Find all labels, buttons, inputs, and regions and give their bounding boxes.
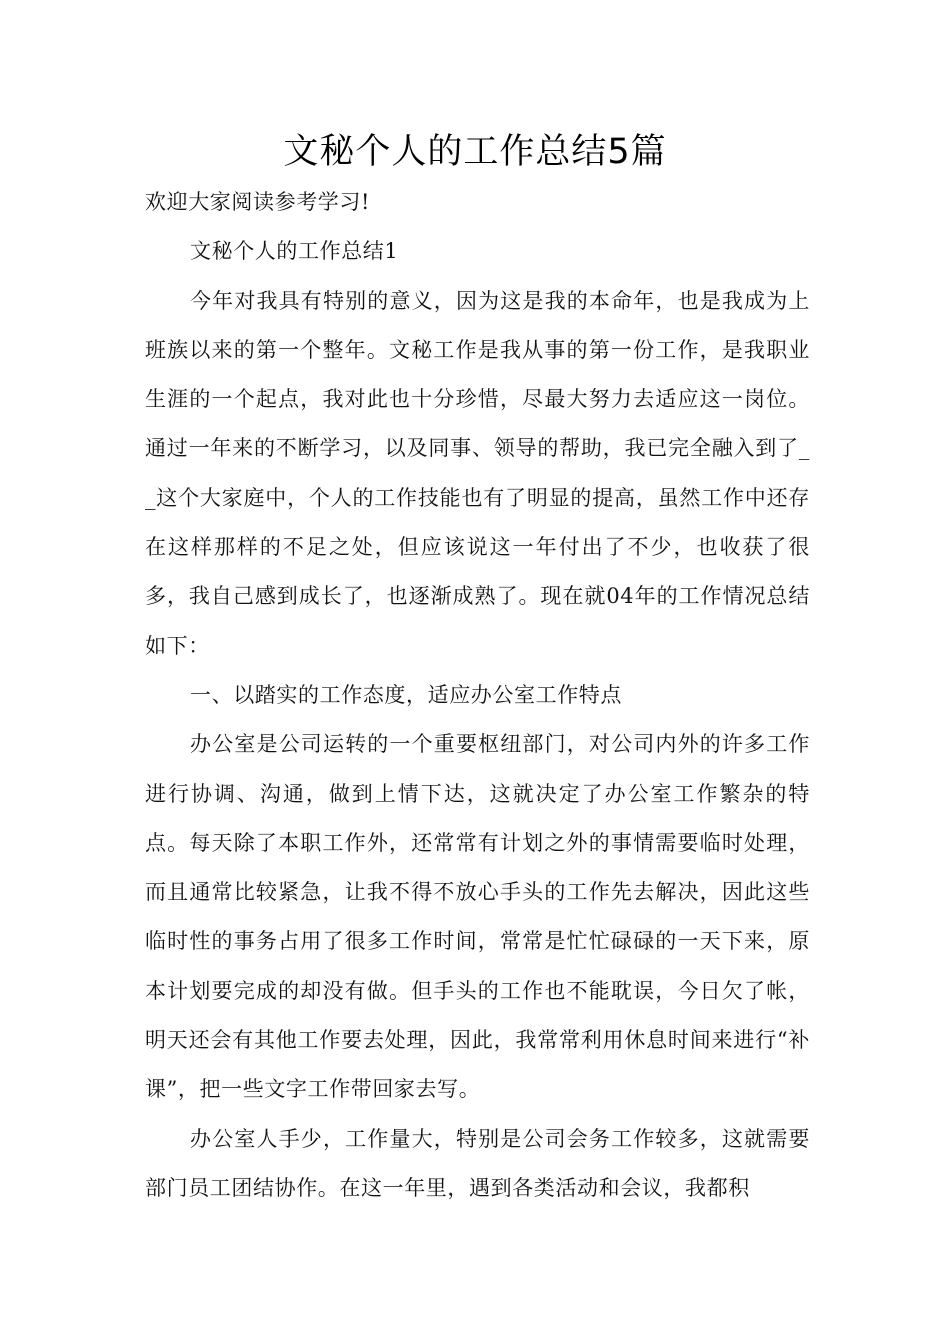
document-body [145, 178, 810, 1213]
document-title: 文秘个人的工作总结5篇 [283, 132, 667, 172]
body-paragraph: 今年对我具有特别的意义，因为这是我的本命年，也是我成为上班族以来的第一个整年。文秘工作是我从事的第一份工作，是我职业生涯的一个起点，我对此也十分珍惜，尽最大努力去适应这一岗位。通过一年来的不断学习，以及同事、领导的帮助，我已完全融入到了__这个大家庭中，个人的工作技能也有了明显的提高，虽然工作中还存在这样那样的不足之处，但应该说这一年付出了不少，也收获了很多，我自己感到成长了，也逐渐成熟了。现在就04年的工作情况总结如下： [145, 288, 810, 658]
body-paragraph: 办公室人手少，工作量大，特别是公司会务工作较多，这就需要部门员工团结协作。在这一年里，遇到各类活动和会议，我都积 [145, 1126, 810, 1200]
greeting-paragraph: 欢迎大家阅读参考学习! [145, 190, 371, 214]
subsection-heading: 一、以踏实的工作态度，适应办公室工作特点 [190, 682, 622, 707]
section-heading: 文秘个人的工作总结1 [190, 239, 399, 264]
body-paragraph: 办公室是公司运转的一个重要枢纽部门，对公司内外的许多工作进行协调、沟通，做到上情下达，这就决定了办公室工作繁杂的特点。每天除了本职工作外，还常常有计划之外的事情需要临时处理，而且通常比较紧急，让我不得不放心手头的工作先去解决，因此这些临时性的事务占用了很多工作时间，常常是忙忙碌碌的一天下来，原本计划要完成的却没有做。但手头的工作也不能耽误，今日欠了帐，明天还会有其他工作要去处理，因此，我常常利用休息时间来进行“补课”，把一些文字工作带回家去写。 [145, 732, 810, 1102]
